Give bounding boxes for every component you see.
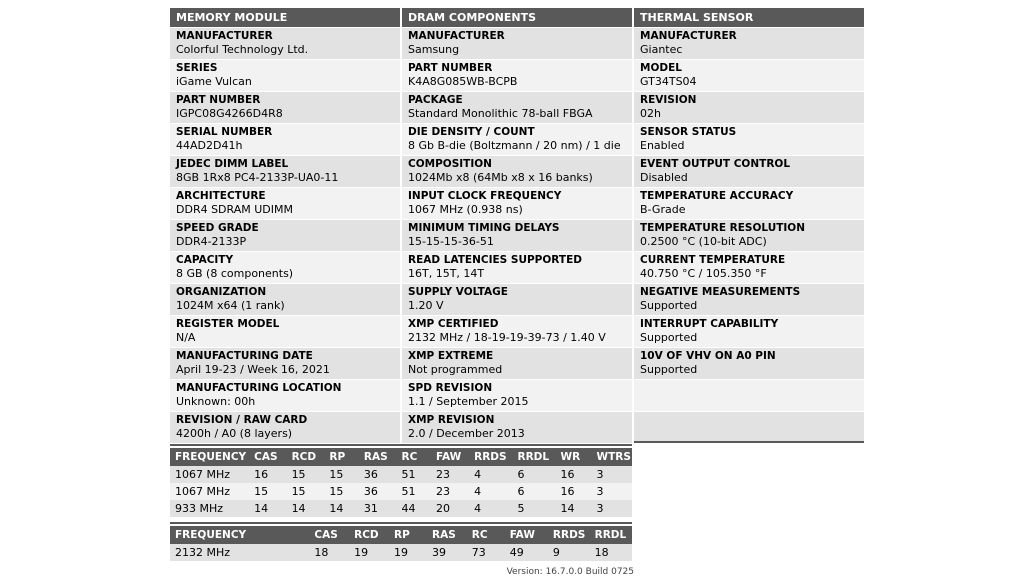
table-cell: 51	[396, 466, 431, 483]
column-header: RC	[396, 448, 431, 466]
column-header: RP	[389, 526, 427, 544]
thermal-sensor-empty-cell	[634, 380, 864, 411]
field-label: REVISION / RAW CARD	[176, 414, 308, 426]
field-value: 1067 MHz (0.938 ns)	[408, 203, 523, 216]
field-label: SUPPLY VOLTAGE	[408, 286, 508, 298]
field-value: DDR4 SDRAM UDIMM	[176, 203, 293, 216]
field-value: Standard Monolithic 78-ball FBGA	[408, 107, 593, 120]
section-divider	[170, 444, 632, 446]
field-value: 4200h / A0 (8 layers)	[176, 427, 293, 440]
field-value: April 19-23 / Week 16, 2021	[176, 363, 330, 376]
thermal-sensor-empty-cell	[634, 412, 864, 443]
version-label: Version: 16.7.0.0 Build 0725	[506, 567, 634, 577]
table-cell: 3	[592, 483, 632, 500]
table-row	[170, 544, 632, 561]
field-label: CAPACITY	[176, 254, 234, 266]
dram-component-field	[402, 252, 632, 283]
field-label: REGISTER MODEL	[176, 318, 280, 330]
table-cell: 4	[469, 483, 512, 500]
column-header: RCD	[287, 448, 325, 466]
memory-module-field	[170, 220, 400, 251]
table-cell: 15	[324, 483, 359, 500]
field-label: MANUFACTURING DATE	[176, 350, 313, 362]
table-cell: 18	[590, 544, 632, 561]
memory-module-field	[170, 316, 400, 347]
table-cell: 3	[592, 500, 632, 517]
field-label: MANUFACTURER	[176, 30, 273, 42]
field-value: B-Grade	[640, 203, 686, 216]
dram-components-header: DRAM COMPONENTS	[402, 8, 632, 27]
column-header: RRDS	[548, 526, 590, 544]
thermal-sensor-field	[634, 156, 864, 187]
field-label: TEMPERATURE RESOLUTION	[640, 222, 806, 234]
thermal-sensor-field	[634, 284, 864, 315]
table-cell: 3	[592, 466, 632, 483]
thermal-sensor-field	[634, 252, 864, 283]
table-cell: 15	[249, 483, 286, 500]
field-value: Supported	[640, 363, 698, 376]
table-row	[170, 466, 632, 483]
dram-component-field	[402, 188, 632, 219]
dram-components-column	[402, 28, 632, 444]
table-cell: 19	[349, 544, 389, 561]
field-label: MINIMUM TIMING DELAYS	[408, 222, 560, 234]
field-label: REVISION	[640, 94, 697, 106]
table-cell: 14	[324, 500, 359, 517]
thermal-sensor-field	[634, 124, 864, 155]
memory-module-field	[170, 412, 400, 443]
table-cell: 18	[309, 544, 349, 561]
dram-component-field	[402, 380, 632, 411]
field-label: XMP EXTREME	[408, 350, 494, 362]
field-value: 02h	[640, 107, 661, 120]
field-label: INPUT CLOCK FREQUENCY	[408, 190, 562, 202]
field-value: Disabled	[640, 171, 688, 184]
xmp-divider	[170, 522, 632, 524]
memory-module-field	[170, 28, 400, 59]
field-label: ORGANIZATION	[176, 286, 267, 298]
table-cell: 2132 MHz	[170, 544, 309, 561]
table-cell: 16	[556, 466, 592, 483]
column-header: RRDS	[469, 448, 512, 466]
field-label: NEGATIVE MEASUREMENTS	[640, 286, 801, 298]
dram-component-field	[402, 220, 632, 251]
field-label: SERIES	[176, 62, 218, 74]
field-label: SERIAL NUMBER	[176, 126, 273, 138]
field-label: JEDEC DIMM LABEL	[176, 158, 289, 170]
column-header: RRDL	[590, 526, 632, 544]
table-cell: 23	[431, 466, 469, 483]
field-value: 44AD2D41h	[176, 139, 243, 152]
memory-module-field	[170, 92, 400, 123]
column-header: RAS	[359, 448, 397, 466]
memory-module-field	[170, 60, 400, 91]
dram-component-field	[402, 156, 632, 187]
field-label: PART NUMBER	[176, 94, 261, 106]
field-label: SPEED GRADE	[176, 222, 259, 234]
dram-component-field	[402, 60, 632, 91]
table-cell: 933 MHz	[170, 500, 249, 517]
memory-module-field	[170, 348, 400, 379]
field-value: 2.0 / December 2013	[408, 427, 525, 440]
memory-module-header: MEMORY MODULE	[170, 8, 400, 27]
column-header: RCD	[349, 526, 389, 544]
table-cell: 49	[505, 544, 548, 561]
memory-module-field	[170, 188, 400, 219]
column-header: FAW	[431, 448, 469, 466]
table-cell: 14	[556, 500, 592, 517]
table-cell: 19	[389, 544, 427, 561]
field-value: DDR4-2133P	[176, 235, 247, 248]
column-header: WTRS	[592, 448, 632, 466]
memory-module-field	[170, 252, 400, 283]
field-value: 0.2500 °C (10-bit ADC)	[640, 235, 767, 248]
field-label: MODEL	[640, 62, 682, 74]
field-value: iGame Vulcan	[176, 75, 252, 88]
table-cell: 51	[396, 483, 431, 500]
table-cell: 36	[359, 483, 397, 500]
table-cell: 1067 MHz	[170, 483, 249, 500]
table-cell: 73	[467, 544, 505, 561]
timing-table-header-row	[170, 448, 632, 466]
field-value: 1.20 V	[408, 299, 444, 312]
table-cell: 6	[513, 483, 556, 500]
table-cell: 5	[513, 500, 556, 517]
memory-module-field	[170, 156, 400, 187]
table-cell: 14	[287, 500, 325, 517]
thermal-sensor-header: THERMAL SENSOR	[634, 8, 864, 27]
column-header: FREQUENCY	[170, 526, 309, 544]
field-value: Enabled	[640, 139, 685, 152]
table-cell: 6	[513, 466, 556, 483]
field-label: COMPOSITION	[408, 158, 492, 170]
field-label: TEMPERATURE ACCURACY	[640, 190, 794, 202]
table-cell: 15	[287, 483, 325, 500]
table-cell: 9	[548, 544, 590, 561]
column-header: WR	[556, 448, 592, 466]
xmp-table-header-row	[170, 526, 632, 544]
dram-component-field	[402, 284, 632, 315]
thermal-sensor-field	[634, 28, 864, 59]
table-cell: 4	[469, 500, 512, 517]
dram-component-field	[402, 28, 632, 59]
column-header: CAS	[249, 448, 286, 466]
field-value: 8 Gb B-die (Boltzmann / 20 nm) / 1 die	[408, 139, 621, 152]
timing-table	[170, 448, 632, 517]
table-cell: 14	[249, 500, 286, 517]
field-value: GT34TS04	[640, 75, 697, 88]
table-row	[170, 483, 632, 500]
field-value: 40.750 °C / 105.350 °F	[640, 267, 767, 280]
field-value: 2132 MHz / 18-19-19-39-73 / 1.40 V	[408, 331, 606, 344]
table-cell: 31	[359, 500, 397, 517]
field-label: MANUFACTURING LOCATION	[176, 382, 342, 394]
field-value: Unknown: 00h	[176, 395, 256, 408]
table-cell: 16	[556, 483, 592, 500]
dram-component-field	[402, 92, 632, 123]
memory-module-field	[170, 284, 400, 315]
table-cell: 23	[431, 483, 469, 500]
field-value: IGPC08G4266D4R8	[176, 107, 283, 120]
column-header: FREQUENCY	[170, 448, 249, 466]
column-header: RAS	[427, 526, 467, 544]
dram-component-field	[402, 124, 632, 155]
xmp-timing-table	[170, 526, 632, 561]
field-label: ARCHITECTURE	[176, 190, 266, 202]
field-label: CURRENT TEMPERATURE	[640, 254, 786, 266]
field-value: Not programmed	[408, 363, 503, 376]
column-header: FAW	[505, 526, 548, 544]
field-value: 1024M x64 (1 rank)	[176, 299, 285, 312]
field-value: Giantec	[640, 43, 683, 56]
field-value: Supported	[640, 331, 698, 344]
field-value: 1.1 / September 2015	[408, 395, 529, 408]
thermal-sensor-column	[634, 28, 864, 444]
thermal-sensor-field	[634, 220, 864, 251]
memory-module-field	[170, 380, 400, 411]
field-value: 8GB 1Rx8 PC4-2133P-UA0-11	[176, 171, 339, 184]
field-label: INTERRUPT CAPABILITY	[640, 318, 779, 330]
table-cell: 39	[427, 544, 467, 561]
field-value: 15-15-15-36-51	[408, 235, 494, 248]
section-divider-right	[634, 441, 864, 443]
memory-module-field	[170, 124, 400, 155]
column-header: RC	[467, 526, 505, 544]
table-cell: 16	[249, 466, 286, 483]
dram-component-field	[402, 316, 632, 347]
table-cell: 4	[469, 466, 512, 483]
field-label: SENSOR STATUS	[640, 126, 737, 138]
table-row	[170, 500, 632, 517]
field-value: K4A8G085WB-BCPB	[408, 75, 518, 88]
thermal-sensor-field	[634, 92, 864, 123]
column-header: RP	[324, 448, 359, 466]
field-value: N/A	[176, 331, 196, 344]
table-cell: 44	[396, 500, 431, 517]
field-label: PACKAGE	[408, 94, 463, 106]
thermal-sensor-field	[634, 316, 864, 347]
table-cell: 36	[359, 466, 397, 483]
table-cell: 15	[324, 466, 359, 483]
column-header: RRDL	[513, 448, 556, 466]
field-label: EVENT OUTPUT CONTROL	[640, 158, 791, 170]
column-header: CAS	[309, 526, 349, 544]
memory-module-column	[170, 28, 400, 444]
thermal-sensor-field	[634, 188, 864, 219]
thermal-sensor-field	[634, 60, 864, 91]
table-cell: 1067 MHz	[170, 466, 249, 483]
field-label: MANUFACTURER	[640, 30, 737, 42]
field-value: Supported	[640, 299, 698, 312]
dram-component-field	[402, 412, 632, 443]
field-value: 16T, 15T, 14T	[408, 267, 485, 280]
table-cell: 15	[287, 466, 325, 483]
field-label: XMP REVISION	[408, 414, 495, 426]
field-label: PART NUMBER	[408, 62, 493, 74]
field-value: 1024Mb x8 (64Mb x8 x 16 banks)	[408, 171, 593, 184]
field-value: Samsung	[408, 43, 460, 56]
dram-component-field	[402, 348, 632, 379]
table-cell: 20	[431, 500, 469, 517]
field-label: DIE DENSITY / COUNT	[408, 126, 535, 138]
field-value: 8 GB (8 components)	[176, 267, 294, 280]
field-label: READ LATENCIES SUPPORTED	[408, 254, 582, 266]
field-label: MANUFACTURER	[408, 30, 505, 42]
field-value: Colorful Technology Ltd.	[176, 43, 309, 56]
field-label: 10V OF VHV ON A0 PIN	[640, 350, 776, 362]
thermal-sensor-field	[634, 348, 864, 379]
field-label: XMP CERTIFIED	[408, 318, 499, 330]
field-label: SPD REVISION	[408, 382, 493, 394]
